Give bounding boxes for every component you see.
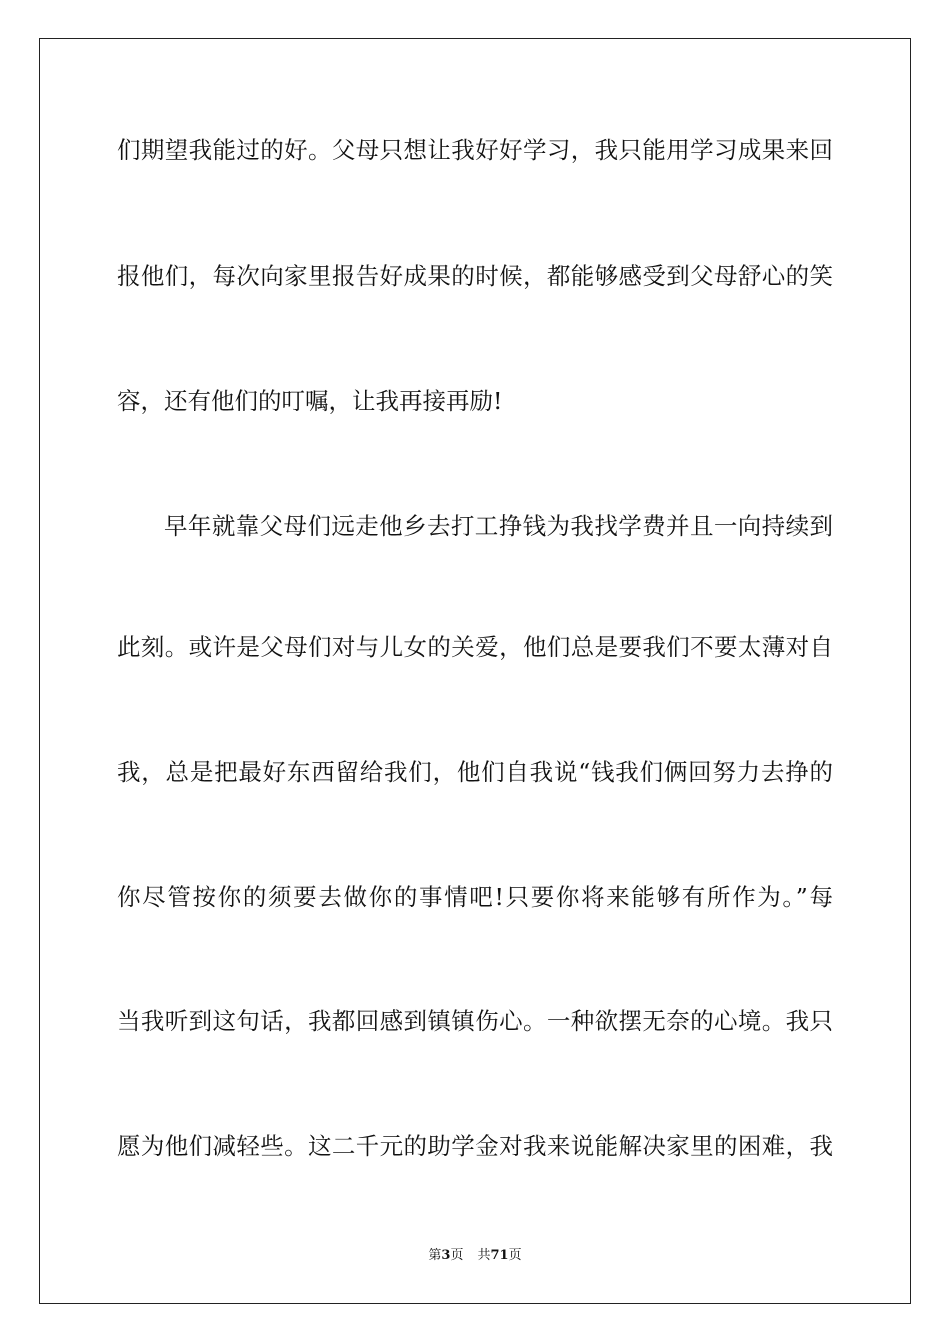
text-line-2: 报他们，每次向家里报告好成果的时候，都能够感受到父母舒心的笑: [117, 262, 833, 290]
page-border: [39, 38, 911, 1304]
total-prefix: 共: [477, 1248, 491, 1263]
text-line-6: 我，总是把最好东西留给我们，他们自我说“钱我们俩回努力去挣的: [117, 758, 833, 786]
text-line-4-paragraph-start: 早年就靠父母们远走他乡去打工挣钱为我找学费并且一向持续到: [164, 512, 833, 540]
total-suffix: 页: [508, 1248, 522, 1263]
page-number: 3: [441, 1248, 451, 1263]
text-line-7: 你尽管按你的须要去做你的事情吧!只要你将来能够有所作为。”每: [117, 883, 833, 911]
text-line-1: 们期望我能过的好。父母只想让我好好学习，我只能用学习成果来回: [117, 136, 833, 164]
total-pages: 71: [490, 1248, 509, 1263]
page-footer: [0, 1246, 950, 1266]
page-prefix: 第: [428, 1248, 442, 1263]
text-line-8: 当我听到这句话，我都回感到镇镇伤心。一种欲摆无奈的心境。我只: [117, 1007, 833, 1035]
page-suffix: 页: [450, 1248, 464, 1263]
text-line-3: 容，还有他们的叮嘱，让我再接再励!: [117, 387, 503, 415]
text-line-5: 此刻。或许是父母们对与儿女的关爱，他们总是要我们不要太薄对自: [117, 633, 833, 661]
text-line-9: 愿为他们减轻些。这二千元的助学金对我来说能解决家里的困难，我: [117, 1132, 833, 1160]
